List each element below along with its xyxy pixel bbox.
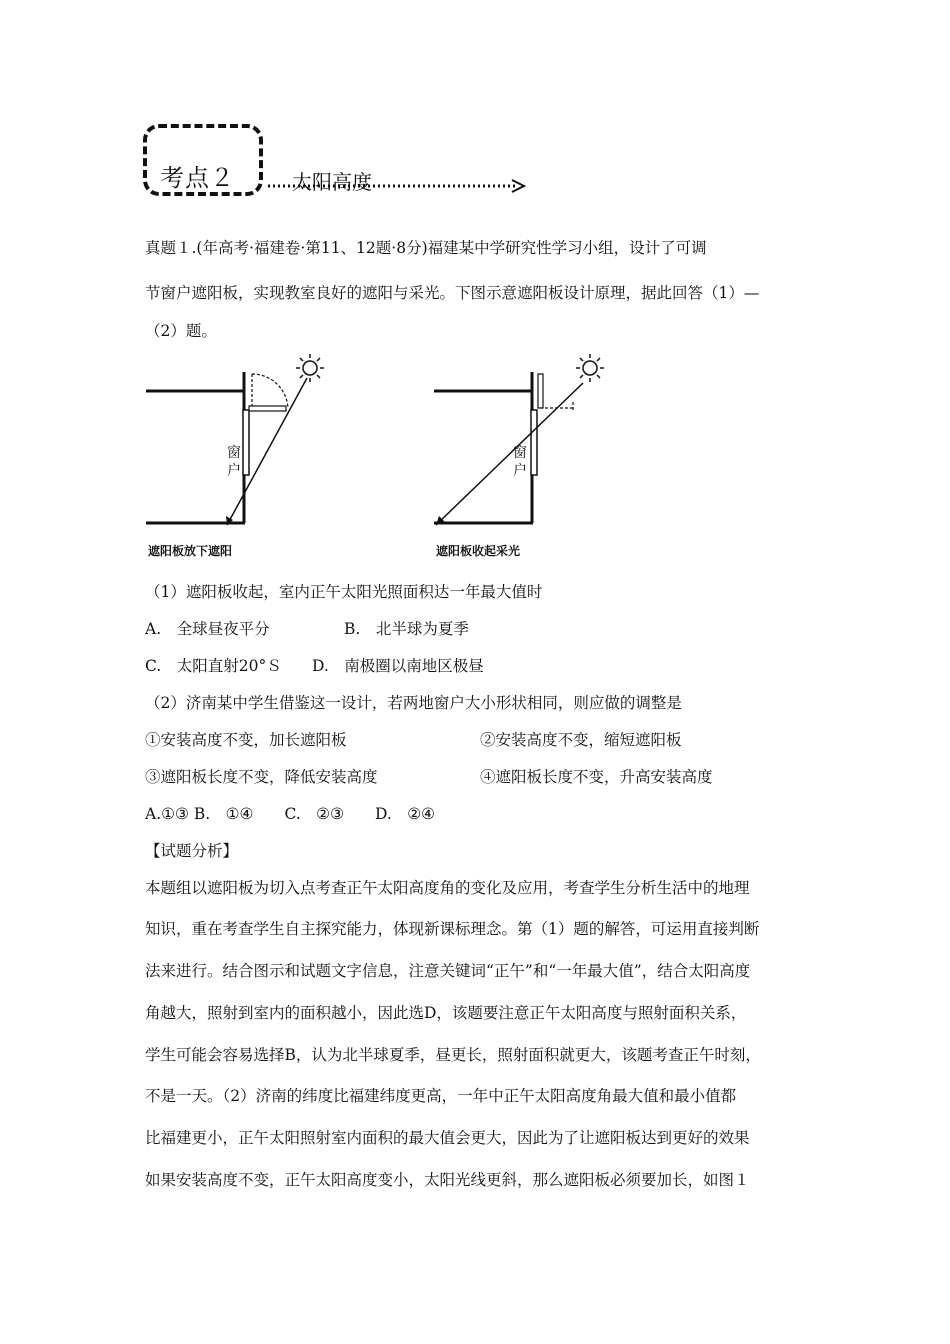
analysis-line: 法来进行。结合图示和试题文字信息，注意关键词“正午”和“一年最大值”，结合太阳高度 bbox=[145, 962, 751, 980]
window-label: 窗 bbox=[227, 445, 241, 461]
section-label: 考点２ bbox=[160, 164, 235, 192]
q2-item: ①安装高度不变，加长遮阳板 bbox=[145, 731, 347, 749]
q2-item: ②安装高度不变，缩短遮阳板 bbox=[480, 731, 682, 749]
analysis-line: 如果安装高度不变，正午太阳高度变小，太阳光线更斜，那么遮阳板必须要加长，如图１ bbox=[145, 1171, 750, 1189]
analysis-heading: 【试题分析】 bbox=[145, 842, 239, 860]
q1-option-d: D. 南极圈以南地区极昼 bbox=[312, 657, 484, 675]
sun-icon bbox=[296, 354, 324, 382]
analysis-line: 本题组以遮阳板为切入点考查正午太阳高度角的变化及应用，考查学生分析生活中的地理 bbox=[145, 879, 750, 897]
analysis-line: 角越大，照射到室内的面积越小，因此选D，该题要注意正午太阳高度与照射面积关系， bbox=[145, 1004, 747, 1022]
q1-option-c: C. 太阳直射20°Ｓ bbox=[145, 657, 282, 675]
sun-icon bbox=[576, 354, 604, 382]
intro-line: 真题１.(年高考·福建卷·第11、12题·8分)福建某中学研究性学习小组，设计了可调 bbox=[145, 239, 707, 257]
q1-option-a: A. 全球昼夜平分 bbox=[145, 620, 270, 638]
figure-shade-up bbox=[428, 350, 688, 565]
analysis-line: 知识，重在考查学生自主探究能力，体现新课标理念。第（1）题的解答，可运用直接判断 bbox=[145, 920, 760, 938]
q1-option-b: B. 北半球为夏季 bbox=[344, 620, 469, 638]
window-label: 户 bbox=[513, 463, 527, 479]
analysis-line: 比福建更小，正午太阳照射室内面积的最大值会更大，因此为了让遮阳板达到更好的效果 bbox=[145, 1129, 750, 1147]
figure-caption: 遮阳板收起采光 bbox=[436, 544, 521, 558]
intro-line: （2）题。 bbox=[145, 322, 217, 340]
q2-item: ④遮阳板长度不变，升高安装高度 bbox=[480, 768, 713, 786]
intro-line: 节窗户遮阳板，实现教室良好的遮阳与采光。下图示意遮阳板设计原理，据此回答（1）— bbox=[145, 284, 760, 302]
figure-shade-down bbox=[140, 350, 400, 565]
q2-item: ③遮阳板长度不变，降低安装高度 bbox=[145, 768, 378, 786]
analysis-line: 学生可能会容易选择B，认为北半球夏季，昼更长，照射面积就更大，该题考查正午时刻， bbox=[145, 1046, 761, 1064]
q1-stem: （1）遮阳板收起，室内正午太阳光照面积达一年最大值时 bbox=[145, 583, 543, 601]
window-label: 户 bbox=[227, 463, 241, 479]
figure-caption: 遮阳板放下遮阳 bbox=[148, 544, 233, 558]
analysis-line: 不是一天。（2）济南的纬度比福建纬度更高，一年中正午太阳高度角最大值和最小值都 bbox=[145, 1087, 737, 1105]
q2-options: A.①③ B. ①④ C. ②③ D. ②④ bbox=[145, 805, 436, 823]
window-label: 窗 bbox=[513, 445, 527, 461]
section-topic: 太阳高度 bbox=[292, 170, 372, 194]
q2-stem: （2）济南某中学生借鉴这一设计，若两地窗户大小形状相同，则应做的调整是 bbox=[145, 694, 682, 712]
